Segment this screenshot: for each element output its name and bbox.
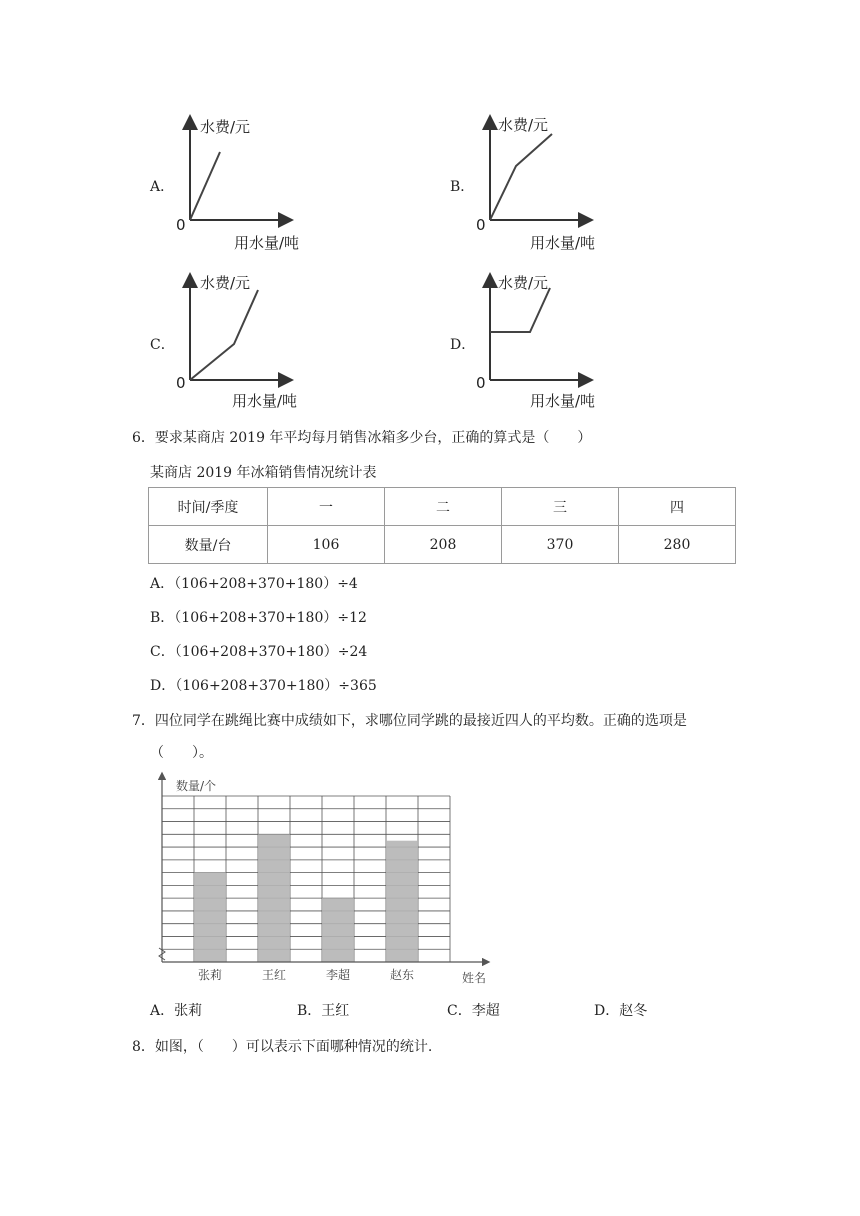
q7-stem-continuation: （ ）。 bbox=[150, 745, 213, 761]
table-cell: 数量/台 bbox=[149, 526, 268, 564]
y-axis-title: 数量/个 bbox=[176, 779, 217, 793]
water-fee-graph-c bbox=[172, 270, 307, 415]
table-cell: 时间/季度 bbox=[149, 488, 268, 526]
y-axis-label: 水费/元 bbox=[498, 274, 549, 292]
x-axis-label: 用水量/吨 bbox=[530, 392, 596, 410]
table-header-row bbox=[149, 488, 736, 526]
q8-stem: 8．如图，（ ）可以表示下面哪种情况的统计. bbox=[132, 1039, 433, 1055]
y-axis-label: 水费/元 bbox=[200, 274, 251, 292]
q7-option-a[interactable]: A．张莉 bbox=[150, 1003, 203, 1019]
sales-stats-table bbox=[148, 487, 736, 564]
option-letter: B． bbox=[450, 179, 475, 195]
jump-rope-bar-chart bbox=[150, 770, 495, 990]
origin-label: 0 bbox=[176, 216, 186, 234]
q6-option-c[interactable]: C．（106+208+370+180）÷24 bbox=[150, 644, 368, 660]
origin-label: 0 bbox=[476, 216, 486, 234]
table-cell: 280 bbox=[619, 526, 736, 564]
option-letter: A． bbox=[150, 179, 175, 195]
category-labels bbox=[198, 967, 414, 982]
bar-3 bbox=[322, 898, 354, 962]
q6-option-a[interactable]: A．（106+208+370+180）÷4 bbox=[150, 576, 358, 592]
y-axis-label: 水费/元 bbox=[498, 116, 549, 134]
table-row bbox=[149, 526, 736, 564]
category-label: 李超 bbox=[325, 968, 351, 982]
bar-1 bbox=[194, 873, 226, 962]
category-label: 张莉 bbox=[197, 968, 223, 982]
bar-2 bbox=[258, 834, 290, 962]
x-axis-label: 用水量/吨 bbox=[234, 234, 300, 252]
table-cell: 一 bbox=[268, 488, 385, 526]
q6-table-title: 某商店 2019 年冰箱销售情况统计表 bbox=[150, 465, 377, 481]
x-axis-title: 姓名 bbox=[462, 971, 487, 985]
y-axis-label: 水费/元 bbox=[200, 118, 251, 136]
water-fee-graph-a bbox=[172, 112, 307, 257]
category-label: 王红 bbox=[261, 968, 287, 982]
origin-label: 0 bbox=[476, 374, 486, 392]
table-cell: 208 bbox=[385, 526, 502, 564]
table-cell: 二 bbox=[385, 488, 502, 526]
axis-break-icon bbox=[159, 948, 165, 960]
q7-option-b[interactable]: B．王红 bbox=[297, 1003, 350, 1019]
x-axis-label: 用水量/吨 bbox=[232, 392, 298, 410]
q7-option-c[interactable]: C．李超 bbox=[447, 1003, 500, 1019]
fee-line bbox=[190, 152, 220, 220]
q6-option-d[interactable]: D．（106+208+370+180）÷365 bbox=[150, 678, 377, 694]
q7-option-d[interactable]: D．赵冬 bbox=[594, 1003, 648, 1019]
table-cell: 四 bbox=[619, 488, 736, 526]
x-axis-label: 用水量/吨 bbox=[530, 234, 596, 252]
q6-option-b[interactable]: B．（106+208+370+180）÷12 bbox=[150, 610, 367, 626]
origin-label: 0 bbox=[176, 374, 186, 392]
q6-stem: 6．要求某商店 2019 年平均每月销售冰箱多少台，正确的算式是（ ） bbox=[132, 430, 592, 446]
table-cell: 370 bbox=[502, 526, 619, 564]
fee-line bbox=[190, 290, 258, 380]
fee-line bbox=[490, 288, 550, 332]
category-label: 赵东 bbox=[389, 968, 415, 982]
fee-line bbox=[490, 134, 552, 220]
water-fee-graph-b bbox=[472, 112, 607, 257]
option-letter: C． bbox=[150, 337, 175, 353]
q7-stem: 7．四位同学在跳绳比赛中成绩如下，求哪位同学跳的最接近四人的平均数。正确的选项是 bbox=[132, 713, 687, 729]
table-cell: 三 bbox=[502, 488, 619, 526]
table-cell: 106 bbox=[268, 526, 385, 564]
bar-4 bbox=[386, 841, 418, 962]
option-letter: D． bbox=[450, 337, 476, 353]
water-fee-graph-d bbox=[472, 270, 607, 415]
